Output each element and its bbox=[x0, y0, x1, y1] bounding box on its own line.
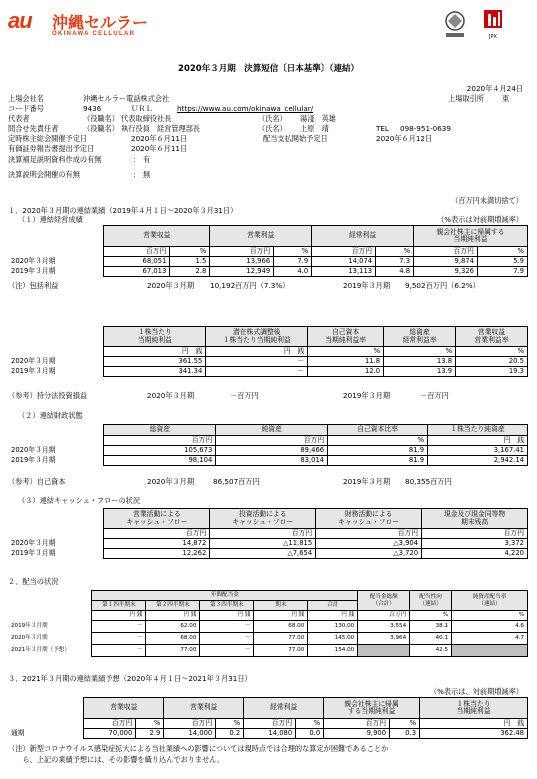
unit: % bbox=[376, 247, 414, 257]
col-header: 営業利益 bbox=[210, 226, 312, 247]
div-date-label: 配当支払開始予定日 bbox=[263, 134, 328, 143]
table-row bbox=[8, 539, 528, 549]
unit: % bbox=[170, 247, 210, 257]
cell: 68,051 bbox=[104, 257, 170, 267]
agm-date: 2020年６月11日 bbox=[131, 134, 188, 143]
rep-title-label: （役職名） bbox=[83, 114, 119, 123]
table-row bbox=[8, 729, 528, 739]
corner-cell bbox=[8, 226, 104, 247]
dividends-table bbox=[8, 590, 528, 657]
cell: 12.0 bbox=[308, 367, 384, 377]
supp-colon: ： bbox=[133, 155, 141, 164]
col-header: 営業収益 bbox=[104, 226, 210, 247]
equity-method-year2: 2019年３月期 bbox=[343, 391, 391, 400]
col-header: １株当たり純資産 bbox=[428, 425, 528, 436]
unit: 百万円 bbox=[312, 247, 376, 257]
cell: 14,074 bbox=[312, 257, 376, 267]
supp-label: 決算補足説明資料作成の有無 bbox=[8, 155, 102, 164]
contact-name: 上原 靖 bbox=[300, 124, 329, 133]
meeting-label: 決算説明会開催の有無 bbox=[8, 170, 80, 179]
col-header: 第１四半期末 bbox=[92, 601, 146, 611]
unit: % bbox=[274, 247, 312, 257]
cell: 40.1 bbox=[410, 633, 452, 645]
col-header: 潜在株式調整後 １株当たり当期純利益 bbox=[206, 327, 308, 347]
cell: 9,326 bbox=[414, 267, 478, 277]
unit-row-label bbox=[8, 436, 104, 446]
row-label: 2020年３月期 bbox=[8, 446, 104, 456]
row-label: 2019年３月期 bbox=[8, 456, 104, 466]
meeting-value: 無 bbox=[143, 170, 151, 179]
s5-pct-note: （%表示は、対前期増減率） bbox=[429, 687, 523, 696]
cell: － bbox=[200, 645, 254, 657]
s4-title: ２．配当の状況 bbox=[8, 577, 59, 586]
equity-method-label: （参考）持分法投資損益 bbox=[8, 391, 88, 400]
cell: 14,080 bbox=[244, 729, 296, 739]
agm-label: 定時株主総会開催予定日 bbox=[8, 134, 88, 143]
row-label: 2020年３月期 bbox=[8, 257, 104, 267]
corner-cell bbox=[8, 327, 104, 347]
cell: 77.00 bbox=[254, 645, 308, 657]
unit: 百万円 bbox=[422, 529, 528, 539]
col-header: １株当たり 当期純利益 bbox=[420, 698, 528, 719]
col-header: 現金及び現金同等物 期末残高 bbox=[422, 509, 528, 529]
unit: 円 銭 bbox=[254, 611, 308, 621]
table-row bbox=[8, 456, 528, 466]
col-header: 営業利益 bbox=[164, 698, 244, 719]
unit: % bbox=[328, 436, 428, 446]
unit: % bbox=[452, 611, 528, 621]
footnote: （注）新型コロナウイルス感染症拡大による当社業績への影響については現時点では合理的な算定が困難であることか ら、上記の業績予想には、その影響を織り込んでおりません。 bbox=[8, 744, 389, 764]
cell: － bbox=[200, 621, 254, 633]
unit: 百万円 bbox=[104, 529, 210, 539]
equity-ref-label: （参考）自己資本 bbox=[8, 477, 66, 486]
cell: 20.5 bbox=[456, 357, 528, 367]
company-logo bbox=[8, 8, 208, 44]
cell: － bbox=[206, 357, 308, 367]
col-header: 親会社株主に帰属 する当期純利益 bbox=[324, 698, 420, 719]
logo-mark: au bbox=[8, 8, 32, 33]
page-title: 2020年３月期 決算短信〔日本基準〕（連結） bbox=[178, 64, 359, 74]
exchange: 東 bbox=[502, 94, 510, 103]
s5-title: ３．2021年３月期の連結業績予想（2020年４月１日～2021年３月31日） bbox=[8, 674, 252, 683]
cell: 154.00 bbox=[308, 645, 358, 657]
logo-name-en: OKINAWA CELLULAR bbox=[52, 31, 136, 37]
meeting-colon: ： bbox=[133, 170, 141, 179]
unit: 円 銭 bbox=[92, 611, 146, 621]
cell: 81.9 bbox=[328, 446, 428, 456]
col-header: 親会社株主に帰属する 当期純利益 bbox=[414, 226, 528, 247]
cell: 81.9 bbox=[328, 456, 428, 466]
equity-ref-year2: 2019年３月期 bbox=[343, 477, 391, 486]
cell: △7,654 bbox=[210, 549, 316, 559]
cell: 14,000 bbox=[164, 729, 216, 739]
col-header: １株当たり 当期純利益 bbox=[104, 327, 206, 347]
div-date: 2020年６月12日 bbox=[376, 134, 433, 143]
company-label: 上場会社名 bbox=[8, 94, 44, 103]
corner-cell bbox=[8, 509, 104, 529]
unit: % bbox=[410, 611, 452, 621]
cell: 145.00 bbox=[308, 633, 358, 645]
cell: 3,554 bbox=[358, 621, 410, 633]
col-header: 自己資本比率 bbox=[328, 425, 428, 436]
equity-ref-year1: 2020年３月期 bbox=[147, 477, 195, 486]
unit-row-label bbox=[8, 347, 104, 357]
unit: 百万円 bbox=[210, 529, 316, 539]
table-row bbox=[8, 257, 528, 267]
cell: 13,966 bbox=[210, 257, 274, 267]
unit: 百万円 bbox=[324, 719, 390, 729]
unit: 円 銭 bbox=[308, 611, 358, 621]
col-header: 総資産 経常利益率 bbox=[384, 327, 456, 347]
s1-title: １．2020年３月期の連結業績（2019年４月１日～2020年３月31日） bbox=[8, 206, 238, 215]
cell: 9,874 bbox=[414, 257, 478, 267]
unit: 円 銭 bbox=[104, 347, 206, 357]
report-date: 2020年４月24日 bbox=[466, 84, 523, 93]
col-header: 投資活動による キャッシュ・フロー bbox=[210, 509, 316, 529]
col-header: 営業収益 営業利益率 bbox=[456, 327, 528, 347]
unit-row-label bbox=[8, 247, 104, 257]
unit: % bbox=[477, 247, 527, 257]
jpx-label: JPX bbox=[489, 34, 497, 41]
contact-label: 問合せ先責任者 bbox=[8, 124, 59, 133]
row-label: 2019年３月期 bbox=[8, 367, 104, 377]
cell: 68.00 bbox=[146, 633, 200, 645]
report-submit-date: 2020年６月11日 bbox=[131, 144, 188, 153]
cell: 2.8 bbox=[170, 267, 210, 277]
equity-method-value1: －百万円 bbox=[230, 391, 259, 400]
cell: 98,104 bbox=[104, 456, 216, 466]
cell: 3,964 bbox=[358, 633, 410, 645]
cell: 130.00 bbox=[308, 621, 358, 633]
corner-cell bbox=[8, 425, 104, 436]
cell: 13,113 bbox=[312, 267, 376, 277]
unit: 百万円 bbox=[358, 611, 410, 621]
annual-dividend-header: 年間配当金 bbox=[92, 591, 358, 601]
cell: 12,949 bbox=[210, 267, 274, 277]
cell: 4,220 bbox=[422, 549, 528, 559]
unit: 百万円 bbox=[104, 247, 170, 257]
ci-value1: 10,192百万円（7.3%） bbox=[210, 281, 290, 290]
equity-ref-value1: 86,507百万円 bbox=[213, 477, 260, 486]
row-label: 2019年３月期 bbox=[8, 549, 104, 559]
cell: 3,372 bbox=[422, 539, 528, 549]
exchange-label: 上場取引所 bbox=[448, 94, 484, 103]
equity-ref-value2: 80,355百万円 bbox=[405, 477, 452, 486]
unit: 円 銭 bbox=[420, 719, 528, 729]
col-header: 営業活動による キャッシュ・フロー bbox=[104, 509, 210, 529]
cell: △3,904 bbox=[316, 539, 422, 549]
cell: 83,014 bbox=[216, 456, 328, 466]
unit: 百万円 bbox=[104, 436, 216, 446]
ci-label: （注）包括利益 bbox=[8, 281, 59, 290]
cell: 14,872 bbox=[104, 539, 210, 549]
row-label: 2020年３月期 bbox=[8, 633, 92, 645]
col-header: 配当金総額 （合計） bbox=[358, 591, 410, 611]
forecast-table bbox=[8, 697, 528, 739]
unit: 百万円 bbox=[244, 719, 296, 729]
unit: 百万円 bbox=[414, 247, 478, 257]
s1-pct-note: （%表示は対前期増減率） bbox=[437, 215, 523, 224]
equity-method-value2: －百万円 bbox=[420, 391, 449, 400]
report-date-label: 有価証券報告書提出予定日 bbox=[8, 144, 95, 153]
financial-position-table bbox=[8, 424, 528, 466]
unit: % bbox=[296, 719, 324, 729]
col-header: 総資産 bbox=[104, 425, 216, 436]
cell: － bbox=[92, 621, 146, 633]
col-header: 合計 bbox=[308, 601, 358, 611]
unit-note: （百万円未満切捨て） bbox=[451, 196, 523, 205]
unit: 円 銭 bbox=[146, 611, 200, 621]
col-header: 経常利益 bbox=[312, 226, 414, 247]
unit: 百万円 bbox=[164, 719, 216, 729]
s3-title: （３）連結キャッシュ・フローの状況 bbox=[18, 496, 141, 505]
cell: 62.00 bbox=[146, 621, 200, 633]
row-label: 2021年３月期（予想） bbox=[8, 645, 92, 657]
cell: 89,466 bbox=[216, 446, 328, 456]
cell: － bbox=[200, 633, 254, 645]
cell: 2.9 bbox=[136, 729, 164, 739]
col-header: 期末 bbox=[254, 601, 308, 611]
cell: 4.0 bbox=[274, 267, 312, 277]
cell: 70,000 bbox=[84, 729, 136, 739]
unit: 百万円 bbox=[210, 247, 274, 257]
row-label: 2019年３月期 bbox=[8, 621, 92, 633]
tel: 098-951-0639 bbox=[400, 124, 451, 133]
cell: 77.00 bbox=[146, 645, 200, 657]
col-header: 第２四半期末 bbox=[146, 601, 200, 611]
cell: 68.00 bbox=[254, 621, 308, 633]
unit: % bbox=[456, 347, 528, 357]
cell: 38.1 bbox=[410, 621, 452, 633]
rep-name: 湯淺 英雄 bbox=[300, 114, 336, 123]
cell: 9,900 bbox=[324, 729, 390, 739]
supp-value: 有 bbox=[143, 155, 151, 164]
cell: 13.9 bbox=[384, 367, 456, 377]
unit-row-label bbox=[8, 719, 84, 729]
ci-year1: 2020年３月期 bbox=[147, 281, 195, 290]
logo-name-jp: 沖縄セルラー bbox=[52, 13, 149, 32]
cell: 0.3 bbox=[390, 729, 420, 739]
table-row bbox=[8, 446, 528, 456]
cell: 361.55 bbox=[104, 357, 206, 367]
unit: 円 銭 bbox=[428, 436, 528, 446]
cell: 19.3 bbox=[456, 367, 528, 377]
code: 9436 bbox=[83, 104, 102, 113]
cell: － bbox=[92, 633, 146, 645]
cell: 4.7 bbox=[452, 633, 528, 645]
cell: 77.00 bbox=[254, 633, 308, 645]
unit: % bbox=[216, 719, 244, 729]
sdgs-badge-icon bbox=[442, 10, 468, 40]
code-label: コード番号 bbox=[8, 104, 44, 113]
company-name: 沖縄セルラー電話株式会社 bbox=[83, 94, 170, 103]
cell: 2,942.14 bbox=[428, 456, 528, 466]
unit: % bbox=[390, 719, 420, 729]
row-label: 2020年３月期 bbox=[8, 539, 104, 549]
s1-sub-title: （１）連結経営成績 bbox=[18, 215, 83, 224]
cell-shaded bbox=[358, 645, 410, 657]
cell: △11,815 bbox=[210, 539, 316, 549]
unit: 百万円 bbox=[216, 436, 328, 446]
table-row bbox=[8, 367, 528, 377]
col-header: 営業収益 bbox=[84, 698, 164, 719]
cell: － bbox=[92, 645, 146, 657]
table-row bbox=[8, 633, 528, 645]
ci-year2: 2019年３月期 bbox=[343, 281, 391, 290]
cell: 11.8 bbox=[308, 357, 384, 367]
cell: － bbox=[206, 367, 308, 377]
table-row bbox=[8, 549, 528, 559]
url-label: ＵＲＬ bbox=[131, 104, 153, 113]
cell-shaded bbox=[452, 645, 528, 657]
unit: % bbox=[308, 347, 384, 357]
row-label: 2019年３月期 bbox=[8, 267, 104, 277]
per-share-table bbox=[8, 326, 528, 377]
cell: 7.3 bbox=[376, 257, 414, 267]
cell: 341.34 bbox=[104, 367, 206, 377]
unit: 円 銭 bbox=[206, 347, 308, 357]
cell: 12,262 bbox=[104, 549, 210, 559]
col-header: 自己資本 当期純利益率 bbox=[308, 327, 384, 347]
cell: △3,720 bbox=[316, 549, 422, 559]
rep-title: 代表取締役社長 bbox=[121, 114, 172, 123]
corner-cell bbox=[8, 698, 84, 719]
table-row bbox=[8, 621, 528, 633]
row-label: 通期 bbox=[8, 729, 84, 739]
equity-method-year1: 2020年３月期 bbox=[147, 391, 195, 400]
col-header: 配当性向 （連結） bbox=[410, 591, 452, 611]
unit-row-label bbox=[8, 611, 92, 621]
operating-results-table bbox=[8, 225, 528, 277]
company-url-link[interactable]: https://www.au.com/okinawa_cellular/ bbox=[177, 104, 314, 113]
cell: 3,167.41 bbox=[428, 446, 528, 456]
col-header: 純資産配当率 （連結） bbox=[452, 591, 528, 611]
tel-label: TEL bbox=[376, 124, 389, 133]
cell: 105,673 bbox=[104, 446, 216, 456]
contact-title: 執行役員 経営管理部長 bbox=[121, 124, 201, 133]
row-label: 2020年３月期 bbox=[8, 357, 104, 367]
contact-title-label: （役職名） bbox=[83, 124, 119, 133]
cell: 362.48 bbox=[420, 729, 528, 739]
unit: 円 銭 bbox=[200, 611, 254, 621]
jpx-badge-icon bbox=[482, 8, 504, 42]
cell: 1.5 bbox=[170, 257, 210, 267]
col-header: 純資産 bbox=[216, 425, 328, 436]
unit-row-label bbox=[8, 529, 104, 539]
cash-flow-table bbox=[8, 508, 528, 559]
cell: 42.5 bbox=[410, 645, 452, 657]
table-row bbox=[8, 357, 528, 367]
cell: 4.8 bbox=[376, 267, 414, 277]
col-header: 経常利益 bbox=[244, 698, 324, 719]
col-header: 第３四半期末 bbox=[200, 601, 254, 611]
unit: % bbox=[384, 347, 456, 357]
cell: 7.9 bbox=[477, 267, 527, 277]
corner-cell bbox=[8, 591, 92, 611]
unit: % bbox=[136, 719, 164, 729]
table-row bbox=[8, 267, 528, 277]
rep-name-label: （氏名） bbox=[258, 114, 287, 123]
col-header: 財務活動による キャッシュ・フロー bbox=[316, 509, 422, 529]
cell: 67,013 bbox=[104, 267, 170, 277]
s2-title: （２）連結財政状態 bbox=[18, 411, 83, 420]
ci-value2: 9,502百万円（6.2%） bbox=[405, 281, 480, 290]
unit: 百万円 bbox=[84, 719, 136, 729]
cell: 0.0 bbox=[296, 729, 324, 739]
cell: 0.2 bbox=[216, 729, 244, 739]
contact-name-label: （氏名） bbox=[258, 124, 287, 133]
cell: 5.9 bbox=[477, 257, 527, 267]
unit: 百万円 bbox=[316, 529, 422, 539]
table-row bbox=[8, 645, 528, 657]
cell: 7.9 bbox=[274, 257, 312, 267]
cell: 13.8 bbox=[384, 357, 456, 367]
cell: 4.6 bbox=[452, 621, 528, 633]
rep-label: 代表者 bbox=[8, 114, 30, 123]
